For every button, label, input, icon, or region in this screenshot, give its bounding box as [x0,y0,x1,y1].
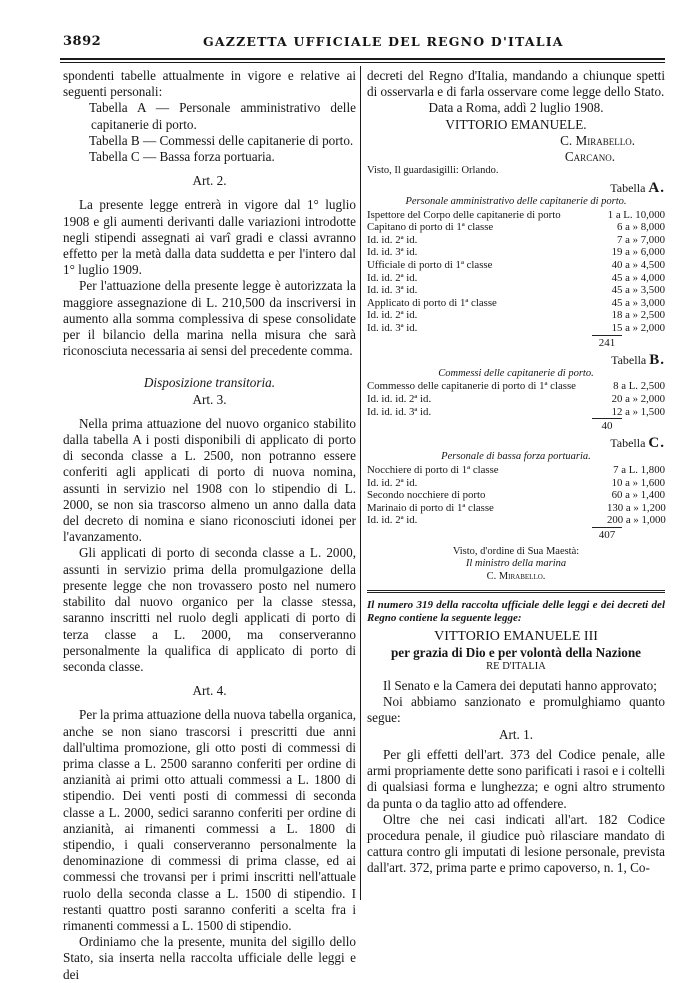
table-row [367,272,665,285]
table-b [367,380,665,418]
row-value: 6 a » 8,000 [617,221,665,234]
row-value: 40 a » 4,500 [611,258,665,271]
left-column [63,68,356,983]
king-title: VITTORIO EMANUELE III [434,629,598,645]
section-divider [367,590,665,593]
decree-continuation: decreti del Regno d'Italia, mandando a chiunque spetti di osservarla e di farla osservare come legge dello Stato. [367,68,665,100]
row-description: Id. id. 3ª id. [367,321,418,334]
page-title: GAZZETTA UFFICIALE DEL REGNO D'ITALIA [203,34,564,49]
row-description: Id. id. 2ª id. [367,271,418,284]
closing-paragraph: Ordiniamo che la presente, munita del sigillo dello Stato, sia inserta nella raccolta ufficiale delle leggi e dei [63,934,356,982]
row-description: Id. id. 2ª id. [367,476,418,489]
row-value: 20 a » 2,000 [611,392,665,405]
table-row [367,259,665,272]
visto-guardasigilli: Visto, Il guardasigilli: Orlando. [367,165,499,177]
intro-text: spondenti tabelle attualmente in vigore e relative ai seguenti personali: [63,68,356,100]
row-description: Ispettore del Corpo delle capitanerie di porto [367,208,561,221]
header-rule-thin [60,62,665,63]
article-1-paragraph: Per gli effetti dell'art. 373 del Codice penale, alle armi propriamente dette sono parificati i rasoi e i coltelli di qualsiasi forma e lunghezza; e ogni altro strumento da punta o da taglio atto ad offendere. [367,746,665,811]
article-2-paragraph: Per l'attuazione della presente legge è autorizzata la maggiore assegnazione di L. 210,500 da inscriversi in aumento alla somma complessiva di spese consolidate per il bilancio della marina nella misura che sarà riconosciuta necessaria ai sensi del precedente comma. [63,278,356,359]
row-description: Secondo nocchiere di porto [367,489,486,502]
row-value: 45 a » 3,500 [611,284,665,297]
article-1-paragraph: Oltre che nei casi indicati all'art. 182 Codice procedura penale, il giudice può rilasciare mandato di cattura contro gli imputati di lesione personale, prevista dall'art. 372, prima parte e primo capoverso, n. 1, Co- [367,811,665,876]
promulgation: Noi abbiamo sanzionato e promulghiamo quanto segue: [367,694,665,726]
table-b-heading [367,352,665,368]
table-a-total: 241 [592,335,622,350]
row-description: Capitano di porto di 1ª classe [367,221,494,234]
row-description: Ufficiale di porto di 1ª classe [367,258,493,271]
table-row [367,489,665,502]
table-row [367,209,665,222]
table-label: Tabella [610,180,646,195]
article-2-paragraph: La presente legge entrerà in vigore dal 1° luglio 1908 e gli aumenti derivanti dalle variazioni introdotte negli stipendi assegnati ai varî gradi e classi avranno effetto per la metà dalla data suddetta e per l'intero dal 1° luglio 1909. [63,197,356,278]
minister-title: Il ministro della marina [465,558,567,570]
row-value: 200 a » 1,000 [607,514,666,527]
table-c-heading [367,435,665,451]
table-row [367,246,665,259]
row-description: Id. id. 2ª id. [367,309,418,322]
table-row [367,221,665,234]
row-value: 1 a L. 10,000 [607,208,665,221]
table-label: Tabella [611,352,647,367]
row-value: 10 a » 1,600 [611,476,665,489]
table-row [367,502,665,515]
grace-line: per grazia di Dio e per volontà della Nazione [390,645,642,661]
table-b-total: 40 [592,418,622,433]
table-row [367,514,665,527]
table-list-item: Tabella A — Personale amministrativo delle capitanerie di porto. [89,100,356,132]
re-ditalia: RE D'ITALIA [486,661,546,673]
row-value: 7 a » 7,000 [617,233,665,246]
table-letter: C. [648,435,665,452]
row-value: 15 a » 2,000 [611,321,665,334]
row-description: Id. id. id. 2ª id. [367,392,432,405]
row-description: Applicato di porto di 1ª classe [367,296,497,309]
article-2-title: Art. 2. [192,173,227,189]
table-a [367,209,665,335]
table-row [367,297,665,310]
article-3-paragraph: Gli applicati di porto di seconda classe a L. 2000, assunti in servizio prima della promulgazione della presente legge che non trovassero posto nel numero stabilito dal nuovo organico per la classe stessa, saranno inscritti nel ruolo degli applicati di porto di terza classe a L. 2000, ma conserveranno personalmente la qualifica di applicato di porto di seconda classe. [63,545,356,674]
table-label: Tabella [610,436,646,451]
table-row [367,406,665,419]
table-letter: A. [648,179,665,196]
row-value: 12 a » 1,500 [611,405,665,418]
row-description: Id. id. 2ª id. [367,233,418,246]
table-row [367,309,665,322]
table-list-item: Tabella B — Commessi delle capitanerie di porto. [89,132,354,148]
minister-name: C. Mirabello. [486,571,546,583]
article-1-title: Art. 1. [498,726,534,742]
row-description: Id. id. 2ª id. [367,514,418,527]
table-row [367,380,665,393]
row-value: 45 a » 4,000 [611,271,665,284]
right-column [367,68,665,877]
king-signature: VITTORIO EMANUELE. [445,116,587,132]
table-row [367,322,665,335]
visto-order: Visto, d'ordine di Sua Maestà: [452,545,580,557]
table-a-heading [367,180,665,196]
table-row [367,464,665,477]
table-c [367,464,665,527]
page-number: 3892 [63,34,102,49]
table-row [367,477,665,490]
row-description: Id. id. 3ª id. [367,284,418,297]
row-description: Marinaio di porto di 1ª classe [367,501,494,514]
table-b-subtitle: Commessi delle capitanerie di porto. [438,367,594,379]
row-description: Id. id. 3ª id. [367,246,418,259]
row-description: Commesso delle capitanerie di porto di 1ª classe [367,380,576,393]
table-list-item: Tabella C — Bassa forza portuaria. [89,149,275,165]
table-c-total: 407 [592,527,622,542]
table-row [367,234,665,247]
senate-approval: Il Senato e la Camera dei deputati hanno approvato; [383,678,657,694]
table-row [367,284,665,297]
page-header [63,34,663,54]
article-4-paragraph: Per la prima attuazione della nuova tabella organica, anche se non siano trascorsi i prescritti due anni dall'ultima promozione, gli otto posti di commessi di prima classe a L. 2500 saranno conferiti per ordine di anzianità ai primi otto attuali commessi a L. 1800 di stipendio. Dei venti posti di commessi di seconda classe a L. 2000, sedici saranno conferiti per ordine di anzianità, ai rimanenti commessi a L. 1800 di stipendio, i quali conserveranno personalmente la denominazione di commessi di prima classe, ed ai commessi che trovansi per i primi inscritti nell'attuale ruolo della seconda classe a L. 1500 di stipendio. I restanti quattro posti saranno conferiti a scelta fra i rimanenti commessi a L. 1500 di stipendio. [63,707,356,933]
row-value: 60 a » 1,400 [611,489,665,502]
article-3-title: Art. 3. [192,391,227,407]
column-divider [360,66,361,900]
row-value: 7 a L. 1,800 [613,463,665,476]
table-letter: B. [649,351,665,368]
row-value: 45 a » 3,000 [611,296,665,309]
transitional-heading: Disposizione transitoria. [143,375,276,391]
header-rule [60,58,665,60]
article-3-paragraph: Nella prima attuazione del nuovo organico stabilito dalla tabella A i posti disponibili di applicato di porto di seconda classe a L. 2500, non potranno essere conferiti agli applicati di porto di nuova nomina, assunti in servizio nel 1908 con lo stipendio di L. 2000, se non sia trascorso almeno un anno dalla data del decreto di nomina e siano riconosciuti idonei per l'avanzamento. [63,415,356,545]
table-c-subtitle: Personale di bassa forza portuaria. [441,451,591,463]
table-row [367,393,665,406]
law-intro: Il numero 319 della raccolta ufficiale delle leggi e dei decreti del Regno contiene la seguente legge: [367,598,665,624]
row-description: Id. id. id. 3ª id. [367,405,432,418]
row-value: 19 a » 6,000 [611,246,665,259]
row-value: 8 a L. 2,500 [613,380,665,393]
minister-signature: Carcano. [564,149,615,165]
table-a-subtitle: Personale amministrativo delle capitanerie di porto. [405,196,627,208]
minister-signature: C. Mirabello. [560,132,635,148]
article-4-title: Art. 4. [192,683,227,699]
decree-date: Data a Roma, addì 2 luglio 1908. [428,100,604,116]
row-description: Nocchiere di porto di 1ª classe [367,463,499,476]
row-value: 130 a » 1,200 [607,501,666,514]
row-value: 18 a » 2,500 [611,309,665,322]
